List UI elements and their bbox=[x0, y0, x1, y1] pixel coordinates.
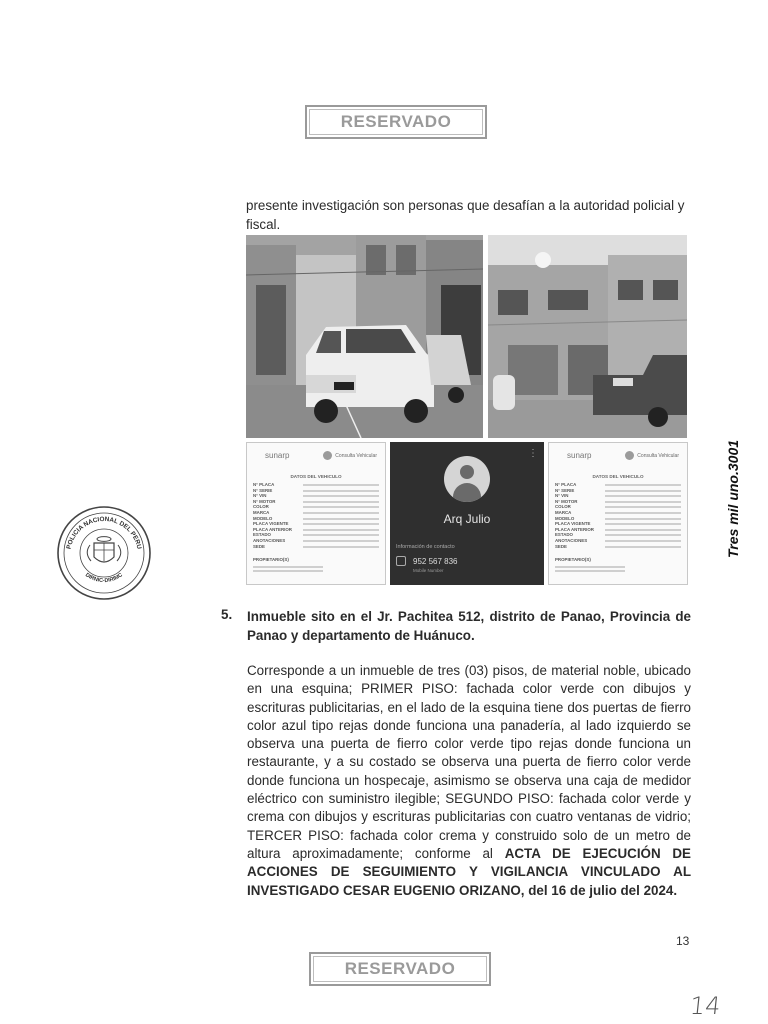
field-label: N° SERIE bbox=[253, 487, 273, 493]
sunarp-card-left bbox=[246, 442, 386, 585]
reservado-stamp-top: RESERVADO bbox=[305, 105, 487, 139]
police-seal bbox=[54, 503, 154, 601]
vehicle-fields bbox=[247, 482, 385, 549]
field-label: ANOTACIONES bbox=[555, 537, 588, 543]
field-label: MODELO bbox=[253, 515, 273, 521]
vehicle-fields bbox=[549, 482, 687, 549]
field-label: MARCA bbox=[253, 509, 270, 515]
field-label: COLOR bbox=[253, 504, 269, 510]
owner-label: PROPIETARIO(S) bbox=[555, 557, 591, 563]
consulta-label: Consulta Vehicular bbox=[637, 452, 679, 459]
phone-contact-screenshot bbox=[390, 442, 544, 585]
field-label: ESTADO bbox=[555, 532, 573, 538]
field-label: COLOR bbox=[555, 504, 571, 510]
seal-top-text: POLICIA NACIONAL DEL PERU bbox=[65, 515, 143, 550]
card-title: DATOS DEL VEHICULO bbox=[592, 474, 644, 479]
coat-of-arms-icon bbox=[87, 537, 121, 562]
field-label: N° SERIE bbox=[555, 487, 575, 493]
section-title: Inmueble sito en el Jr. Pachitea 512, distrito de Panao, Provincia de Panao y departamento de Huánuco. bbox=[247, 609, 691, 643]
seal-bottom-text: DIRNIC-DIRIMC bbox=[84, 572, 124, 585]
section-body-text: Corresponde a un inmueble de tres (03) pisos, de material noble, ubicado en una esquina; PRIMER PISO: fachada color verde con dibujos y escrituras publicitarias, en el lado de la esquina tiene dos puertas de fierro color azul tipo rejas donde funciona una panadería, al lado izquierdo se observa una puerta de fierro color verde tipo rejas donde funciona un restaurante, y a su costado se observa una puerta de fierro color verde donde funciona un hospecaje, asimismo se observa una caja de medidor eléctrico con suministro ilegible; SEGUNDO PISO: fachada color verde y crema con dibujos y escrituras publicitarias con cuatro ventanas de vidrio; TERCER PISO: fachada color crema y construido solo de un metro de altura aproximadamente; conforme al bbox=[247, 663, 691, 861]
field-label: N° MOTOR bbox=[555, 498, 578, 504]
field-label: PLACA VIGENTE bbox=[253, 521, 289, 527]
svg-text:DIRNIC-DIRIMC bbox=[84, 572, 124, 584]
sunarp-logo: sunarp bbox=[265, 451, 290, 460]
sunarp-card-right bbox=[548, 442, 688, 585]
field-label: PLACA ANTERIOR bbox=[253, 526, 292, 532]
reservado-stamp-bottom: RESERVADO bbox=[309, 952, 491, 986]
photo-street-suv bbox=[246, 235, 483, 438]
sunarp-emblem-icon bbox=[625, 451, 634, 460]
field-label: N° PLACA bbox=[555, 482, 577, 487]
handwritten-folio-number: 14 bbox=[688, 992, 723, 1020]
sunarp-logo: sunarp bbox=[567, 451, 592, 460]
page-number: 13 bbox=[676, 934, 690, 948]
intro-paragraph: presente investigación son personas que desafían a la autoridad policial y fiscal. bbox=[246, 198, 685, 232]
sunarp-emblem-icon bbox=[323, 451, 332, 460]
section-body-bold: ACTA DE EJECUCIÓN DE ACCIONES DE SEGUIMIENTO Y VIGILANCIA VINCULADO AL INVESTIGADO CESAR EUGENIO ORIZANO, del 16 de julio del 2024. bbox=[247, 845, 691, 898]
contact-avatar-icon bbox=[444, 456, 490, 502]
field-label: N° VIN bbox=[253, 493, 267, 499]
field-label: SEDE bbox=[253, 543, 265, 549]
consulta-label: Consulta Vehicular bbox=[335, 452, 377, 459]
field-label: SEDE bbox=[555, 543, 567, 549]
folio-side-text: Tres mil uno.3001 bbox=[725, 439, 741, 558]
photo-building-pickup bbox=[488, 235, 687, 438]
field-label: ANOTACIONES bbox=[253, 537, 286, 543]
more-options-icon: ⋮ bbox=[528, 448, 538, 459]
section-number: 5. bbox=[221, 607, 233, 622]
owner-label: PROPIETARIO(S) bbox=[253, 557, 289, 563]
field-label: ESTADO bbox=[253, 532, 271, 538]
contact-info-label: Información de contacto bbox=[396, 544, 455, 550]
card-title: DATOS DEL VEHICULO bbox=[290, 474, 342, 479]
field-label: N° VIN bbox=[555, 493, 569, 499]
field-label: PLACA ANTERIOR bbox=[555, 526, 594, 532]
contact-number-type: Mobile Number bbox=[413, 568, 444, 573]
field-label: MODELO bbox=[555, 515, 575, 521]
section-body bbox=[247, 662, 691, 900]
contact-name: Arq Julio bbox=[443, 512, 491, 526]
field-label: PLACA VIGENTE bbox=[555, 521, 591, 527]
message-icon bbox=[396, 556, 406, 566]
field-label: MARCA bbox=[555, 509, 572, 515]
contact-number: 952 567 836 bbox=[413, 556, 458, 566]
field-label: N° PLACA bbox=[253, 482, 275, 487]
field-label: N° MOTOR bbox=[253, 498, 276, 504]
